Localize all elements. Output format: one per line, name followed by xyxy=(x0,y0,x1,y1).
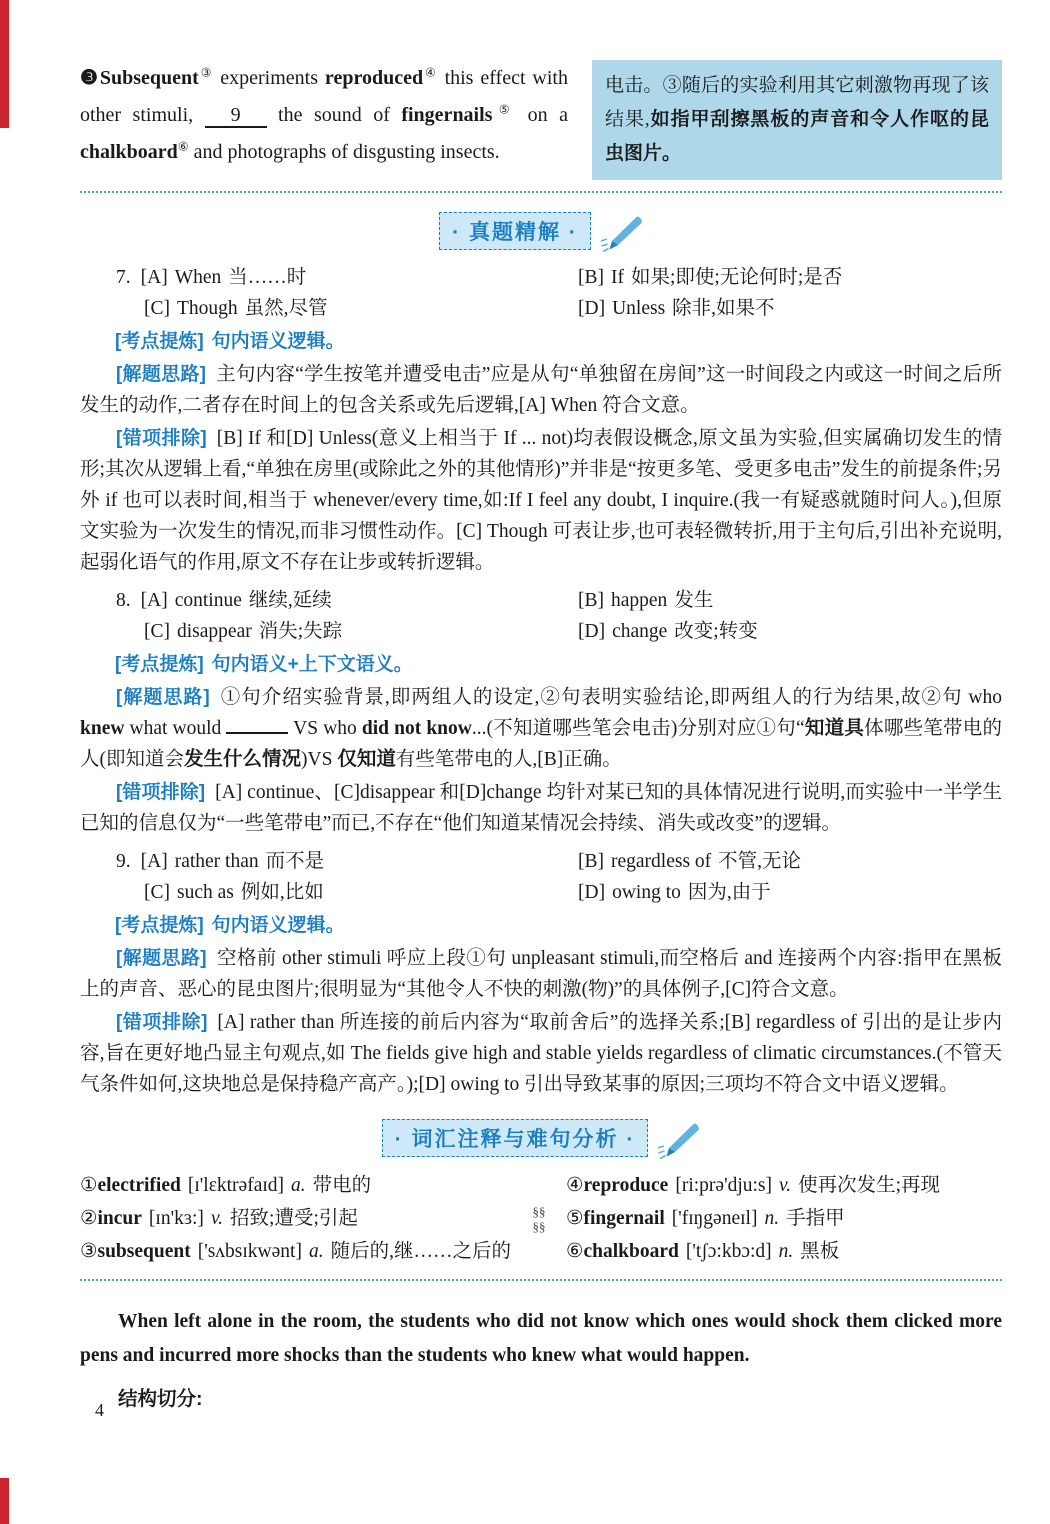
solution-label: [解题思路] xyxy=(116,948,207,969)
passage-row xyxy=(80,60,1002,180)
q7-option-c xyxy=(80,293,541,324)
q8-elimination-paragraph xyxy=(80,777,1002,839)
vocab-number: ② xyxy=(80,1208,98,1229)
elimination-label: [错项排除] xyxy=(116,1012,208,1033)
q9-option-c xyxy=(80,877,541,908)
exam-point-label: [考点提炼] xyxy=(115,915,204,936)
elimination-text: [A] rather than 所连接的前后内容为“取前舍后”的选择关系;[B] regardless of 引出的是让步内容,旨在更好地凸显主句观点,如 The fields give high and stable yields regardless of climatic circumstances.(不管天气条件如何,这块地总是保持稳产高产。);[D] owing to 引出导致某事的原因;三项均不符合文中语义逻辑。 xyxy=(80,1012,1002,1095)
option-english: continue xyxy=(174,590,242,611)
option-chinese: 改变;转变 xyxy=(674,621,758,642)
pen-icon xyxy=(599,214,643,254)
q8-solution-paragraph xyxy=(80,682,1002,775)
option-chinese: 如果;即使;无论何时;是否 xyxy=(631,267,843,288)
vocab-pos: a. xyxy=(291,1175,306,1196)
vocab-entry xyxy=(566,1235,1002,1268)
q8-option-b xyxy=(541,585,1002,616)
vocab-word: chalkboard xyxy=(583,1241,679,1262)
vocab-number: ① xyxy=(80,1175,98,1196)
vocab-word: fingernail xyxy=(583,1208,665,1229)
option-english: change xyxy=(612,621,668,642)
section-badge-vocab: · 词汇注释与难句分析 · xyxy=(382,1119,649,1157)
option-label: [D] xyxy=(578,621,606,642)
option-chinese: 除非,如果不 xyxy=(672,298,775,319)
vocab-word: incur xyxy=(97,1208,142,1229)
vocab-number: ⑥ xyxy=(566,1241,584,1262)
solution-label: [解题思路] xyxy=(116,687,210,708)
option-label: [C] xyxy=(144,882,170,903)
vocab-word: subsequent xyxy=(97,1241,191,1262)
solution-text: ①句介绍实验背景,即两组人的设定,②句表明实验结论,即两组人的行为结果,故②句 who knew what would VS who did not know...(不知道哪些笔会电击)分别对应①句“知道具体哪些笔带电的人(即知道会发生什么情况)VS 仅知道有些笔带电的人,[B]正确。 xyxy=(80,687,1002,770)
option-label: [A] xyxy=(140,590,168,611)
page-edge-red-strip-top xyxy=(0,0,9,128)
exam-point-label: [考点提炼] xyxy=(115,331,204,352)
elimination-text: [B] If 和[D] Unless(意义上相当于 If ... not)均表假设概念,原文虽为实验,但实属确切发生的情形;其次从逻辑上看,“单独在房里(或除此之外的其他情形)”并非是“按更多笔、受更多电击”发生的前提条件;另外 if 也可以表时间,相当于 whenever/every time,如:If I feel any doubt, I inquire.(我一有疑惑就随时问人。),但原文实验为一次发生的情况,而非习惯性动作。[C] Though 可表让步,也可表轻微转折,用于主句后,引出补充说明,起弱化语气的作用,原文不存在让步或转折逻辑。 xyxy=(80,428,1002,573)
vocab-ipa: [ɪ'lɛktrəfaɪd] xyxy=(187,1175,285,1196)
q7-option-b xyxy=(541,262,1002,293)
page-edge-red-strip-bottom xyxy=(0,1478,9,1524)
vocab-pos: n. xyxy=(764,1208,780,1229)
vocab-pos: a. xyxy=(308,1241,324,1262)
solution-text: 主句内容“学生按笔并遭受电击”应是从句“单独留在房间”这一时间段之内或这一时间之后所发生的动作,二者存在时间上的包含关系或先后逻辑,[A] When 符合文意。 xyxy=(80,364,1002,416)
vocab-number: ③ xyxy=(80,1241,98,1262)
vocab-gloss: 手指甲 xyxy=(786,1208,845,1229)
vocab-entry xyxy=(566,1169,1002,1202)
option-label: [A] xyxy=(140,851,168,872)
q7-option-a xyxy=(80,262,541,293)
option-chinese: 继续,延续 xyxy=(248,590,332,611)
question-8 xyxy=(80,585,1002,839)
elimination-text: [A] continue、[C]disappear 和[D]change 均针对某已知的具体情况进行说明,而实验中一半学生已知的信息仅为“一些笔带电”而已,不存在“他们知道某情况会持续、消失或改变”的逻辑。 xyxy=(80,782,1002,834)
q9-options-row-1 xyxy=(80,846,1002,877)
squiggle-divider: §§§§ xyxy=(532,1203,546,1234)
vocab-entry xyxy=(80,1202,526,1235)
vocab-entry xyxy=(80,1235,526,1268)
q8-option-d xyxy=(541,616,1002,647)
option-label: [D] xyxy=(578,298,606,319)
q7-exam-point xyxy=(80,326,1002,357)
exam-point-label: [考点提炼] xyxy=(115,654,204,675)
option-chinese: 发生 xyxy=(674,590,714,611)
section-header-vocab xyxy=(80,1117,1002,1157)
section-badge-zhenti: · 真题精解 · xyxy=(439,212,591,250)
vocab-pos: v. xyxy=(210,1208,224,1229)
question-7 xyxy=(80,262,1002,578)
option-english: such as xyxy=(177,882,234,903)
q9-option-b xyxy=(541,846,1002,877)
option-chinese: 当……时 xyxy=(228,267,307,288)
exam-point-text: 句内语义逻辑。 xyxy=(211,331,345,352)
option-english: Though xyxy=(177,298,238,319)
q8-options-row-1 xyxy=(80,585,1002,616)
option-english: regardless of xyxy=(611,851,712,872)
q7-elimination-paragraph xyxy=(80,423,1002,578)
structure-analysis-label: 结构切分: xyxy=(118,1388,203,1410)
q9-elimination-paragraph xyxy=(80,1007,1002,1100)
q9-options-row-2 xyxy=(80,877,1002,908)
dotted-separator-bottom xyxy=(80,1279,1002,1281)
q8-option-c xyxy=(80,616,541,647)
option-label: [A] xyxy=(140,267,168,288)
q9-solution-paragraph xyxy=(80,943,1002,1005)
vocab-column-right xyxy=(552,1169,1002,1268)
option-english: disappear xyxy=(177,621,252,642)
option-english: Unless xyxy=(612,298,666,319)
option-label: [B] xyxy=(578,851,604,872)
key-sentence: When left alone in the room, the students who did not know which ones would shock them clicked more pens and incurred more shocks than the students who knew what would happen. xyxy=(80,1311,1002,1366)
option-english: happen xyxy=(611,590,668,611)
option-chinese: 例如,比如 xyxy=(240,882,324,903)
vocabulary-section xyxy=(80,1169,1002,1268)
solution-text: 空格前 other stimuli 呼应上段①句 unpleasant stimuli,而空格后 and 连接两个内容:指甲在黑板上的声音、恶心的昆虫图片;很明显为“其他令人不快的刺激(物)”的具体例子,[C]符合文意。 xyxy=(80,948,1002,1000)
vocab-gloss: 随后的,继……之后的 xyxy=(330,1241,511,1262)
option-chinese: 而不是 xyxy=(265,851,325,872)
q8-exam-point xyxy=(80,649,1002,680)
option-chinese: 虽然,尽管 xyxy=(244,298,328,319)
option-label: [B] xyxy=(578,267,604,288)
q8-options-row-2 xyxy=(80,616,1002,647)
option-english: When xyxy=(174,267,222,288)
q8-option-a xyxy=(80,585,541,616)
option-label: [D] xyxy=(578,882,606,903)
question-number: 8. xyxy=(116,590,131,611)
vocab-ipa: ['fɪŋgəneɪl] xyxy=(671,1208,758,1229)
dotted-separator-top xyxy=(80,191,1002,193)
vocab-entry xyxy=(80,1169,526,1202)
vocab-ipa: [ri:prə'dju:s] xyxy=(675,1175,772,1196)
elimination-label: [错项排除] xyxy=(116,782,206,803)
question-number: 7. xyxy=(116,267,131,288)
q9-option-d xyxy=(541,877,1002,908)
option-label: [B] xyxy=(578,590,604,611)
elimination-label: [错项排除] xyxy=(116,428,207,449)
vocab-pos: n. xyxy=(778,1241,794,1262)
vocab-gloss: 招致;遭受;引起 xyxy=(230,1208,358,1229)
option-label: [C] xyxy=(144,621,170,642)
vocab-number: ⑤ xyxy=(566,1208,584,1229)
vocab-gloss: 黑板 xyxy=(800,1241,840,1262)
section-header-zhenti xyxy=(80,210,1002,250)
vocab-pos: v. xyxy=(779,1175,792,1196)
vocab-ipa: [ɪn'kɜ:] xyxy=(148,1208,204,1229)
vocab-word: electrified xyxy=(97,1175,181,1196)
q7-option-d xyxy=(541,293,1002,324)
vocab-word: reproduce xyxy=(583,1175,669,1196)
option-english: If xyxy=(611,267,624,288)
option-chinese: 不管,无论 xyxy=(718,851,802,872)
q9-exam-point xyxy=(80,910,1002,941)
option-english: owing to xyxy=(612,882,681,903)
q7-options-row-1 xyxy=(80,262,1002,293)
vocab-gloss: 使再次发生;再现 xyxy=(798,1175,941,1196)
q7-options-row-2 xyxy=(80,293,1002,324)
option-chinese: 因为,由于 xyxy=(687,882,771,903)
vocab-ipa: ['sʌbsɪkwənt] xyxy=(197,1241,302,1262)
q7-solution-paragraph xyxy=(80,359,1002,421)
exam-point-text: 句内语义逻辑。 xyxy=(211,915,345,936)
option-label: [C] xyxy=(144,298,170,319)
page-number: 4 xyxy=(95,1400,104,1420)
vocab-number: ④ xyxy=(566,1175,584,1196)
vocab-ipa: ['tʃɔ:kbɔ:d] xyxy=(685,1241,772,1262)
passage-english: ❸Subsequent③ experiments reproduced④ this effect with other stimuli, 9 the sound of fingernails⑤ on a chalkboard⑥ and photographs of disgusting insects. xyxy=(80,65,568,163)
option-english: rather than xyxy=(174,851,259,872)
solution-label: [解题思路] xyxy=(116,364,206,385)
page-content xyxy=(80,60,1002,1411)
q9-option-a xyxy=(80,846,541,877)
question-number: 9. xyxy=(116,851,131,872)
option-chinese: 消失;失踪 xyxy=(258,621,343,642)
vocab-column-left xyxy=(80,1169,526,1268)
vocab-gloss: 带电的 xyxy=(312,1175,372,1196)
exam-point-text: 句内语义+上下文语义。 xyxy=(211,654,413,675)
passage-translation-box: 电击。③随后的实验利用其它刺激物再现了该结果,如指甲刮擦黑板的声音和令人作呕的昆虫图片。 xyxy=(592,60,1002,180)
vocab-entry xyxy=(566,1202,1002,1235)
question-9 xyxy=(80,846,1002,1100)
pen-icon xyxy=(656,1121,700,1161)
